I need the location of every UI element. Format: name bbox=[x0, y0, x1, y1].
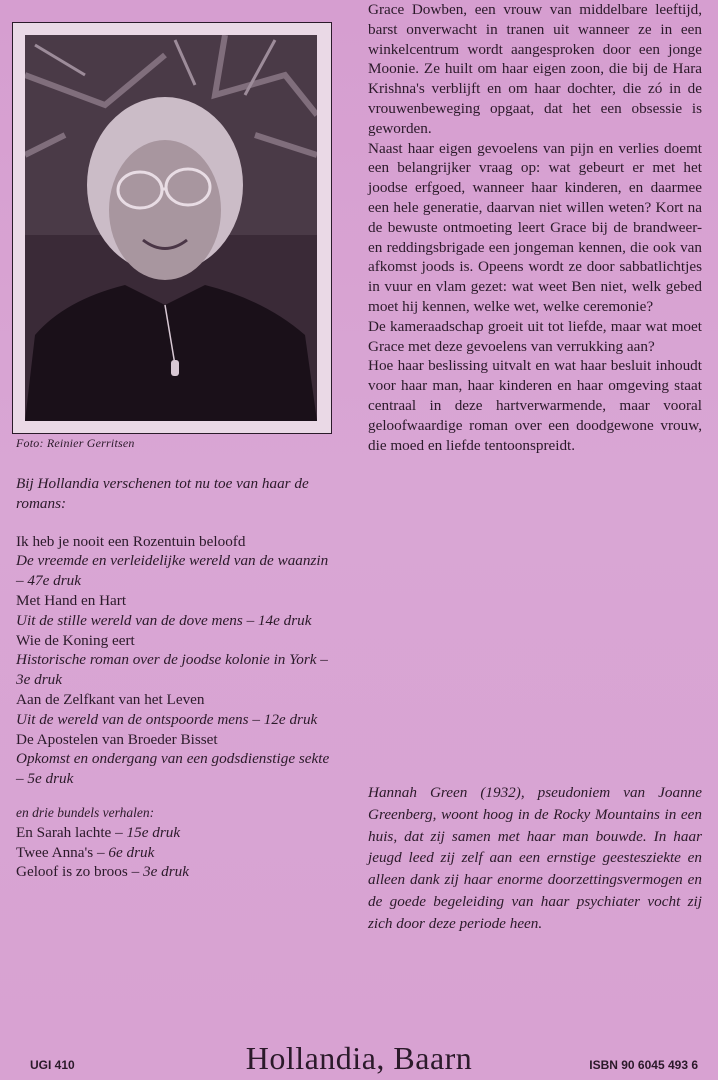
photo-frame bbox=[12, 22, 332, 434]
ugi-code: UGI 410 bbox=[30, 1058, 75, 1072]
bundle-title: Geloof is zo broos bbox=[16, 863, 128, 881]
book-subtitle: Historische roman over de joodse kolonie in York – 3e druk bbox=[16, 651, 328, 689]
book-title: Wie de Koning eert bbox=[16, 631, 135, 649]
book-subtitle: Uit de stille wereld van de dove mens – 14e druk bbox=[16, 611, 312, 629]
publisher-logo: Hollandia, Baarn bbox=[245, 1040, 473, 1076]
bundle-edition: – 6e druk bbox=[93, 843, 155, 861]
book-subtitle: De vreemde en verleidelijke wereld van de waanzin – 47e druk bbox=[16, 552, 329, 590]
bibliography-intro: Bij Hollandia verschenen tot nu toe van haar de romans: bbox=[16, 475, 309, 512]
bundles-intro: en drie bundels verhalen: bbox=[16, 804, 155, 820]
author-bio: Hannah Green (1932), pseudoniem van Joanne Greenberg, woont hoog in de Rocky Mountains in een huis, dat zij samen met haar man bouwde. In haar jeugd leed zij zelf aan een ernstige geestesziekte en alleen dank zij haar enorme doorzettingsvermogen en de goede begeleiding van haar psychiater vocht zij zich door deze periode heen. bbox=[368, 784, 702, 932]
bundle-item bbox=[16, 823, 336, 843]
book-subtitle: Uit de wereld van de ontspoorde mens – 12e druk bbox=[16, 710, 318, 728]
synopsis bbox=[368, 0, 702, 455]
bundle-edition: – 15e druk bbox=[111, 823, 181, 841]
synopsis-paragraph: De kameraadschap groeit uit tot liefde, maar wat moet Grace met deze gevoelens van verrukking aan? bbox=[368, 317, 702, 355]
bundle-item bbox=[16, 843, 336, 863]
synopsis-paragraph: Hoe haar beslissing uitvalt en wat haar besluit inhoudt voor haar man, haar kinderen en haar omgeving staat centraal in deze hartverwarmende, maar vooral geloofwaardige roman over een doodgewone vrouw, die moed en liefde tentoonspreidt. bbox=[368, 357, 702, 454]
portrait-image bbox=[25, 35, 317, 421]
isbn-number: ISBN 90 6045 493 6 bbox=[589, 1058, 698, 1072]
photo-caption: Foto: Reinier Gerritsen bbox=[16, 436, 135, 450]
bundle-title: Twee Anna's bbox=[16, 843, 94, 861]
book-title: Aan de Zelfkant van het Leven bbox=[16, 690, 205, 708]
synopsis-paragraph: Naast haar eigen gevoelens van pijn en verlies doemt een belangrijker vraag op: wat gebeurt er met het joodse erfgoed, wanneer haar kinderen, en daarmee een hele generatie, daarvan niet willen weten? Kort na de bewuste ontmoeting leert Grace bij de brandweer- en reddingsbrigade een jongeman kennen, die ook van afkomst joods is. Opeens wordt ze door sabbatlichtjes in vuur en vlam gezet: wat weet Ben niet, welk gebed moet hij kennen, welke wet, welke ceremonie? bbox=[368, 139, 702, 315]
author-portrait bbox=[25, 35, 317, 421]
bundle-item bbox=[16, 862, 336, 882]
book-subtitle: Opkomst en ondergang van een godsdienstige sekte – 5e druk bbox=[16, 750, 330, 788]
book-title: Ik heb je nooit een Rozentuin beloofd bbox=[16, 532, 246, 550]
book-title: De Apostelen van Broeder Bisset bbox=[16, 730, 218, 748]
bundle-edition: – 3e druk bbox=[127, 863, 189, 881]
synopsis-paragraph: Grace Dowben, een vrouw van middelbare leeftijd, barst onverwacht in tranen uit wanneer ze in een winkelcentrum wordt aangesproken door een jonge Moonie. Ze huilt om haar eigen zoon, die bij de Hara Krishna's verblijft en om haar dochter, die zó in de vrouwenbeweging opgaat, dat het een obsessie is geworden. bbox=[368, 1, 702, 137]
bundle-title: En Sarah lachte bbox=[16, 823, 112, 841]
book-title: Met Hand en Hart bbox=[16, 591, 127, 609]
bibliography bbox=[16, 474, 336, 882]
